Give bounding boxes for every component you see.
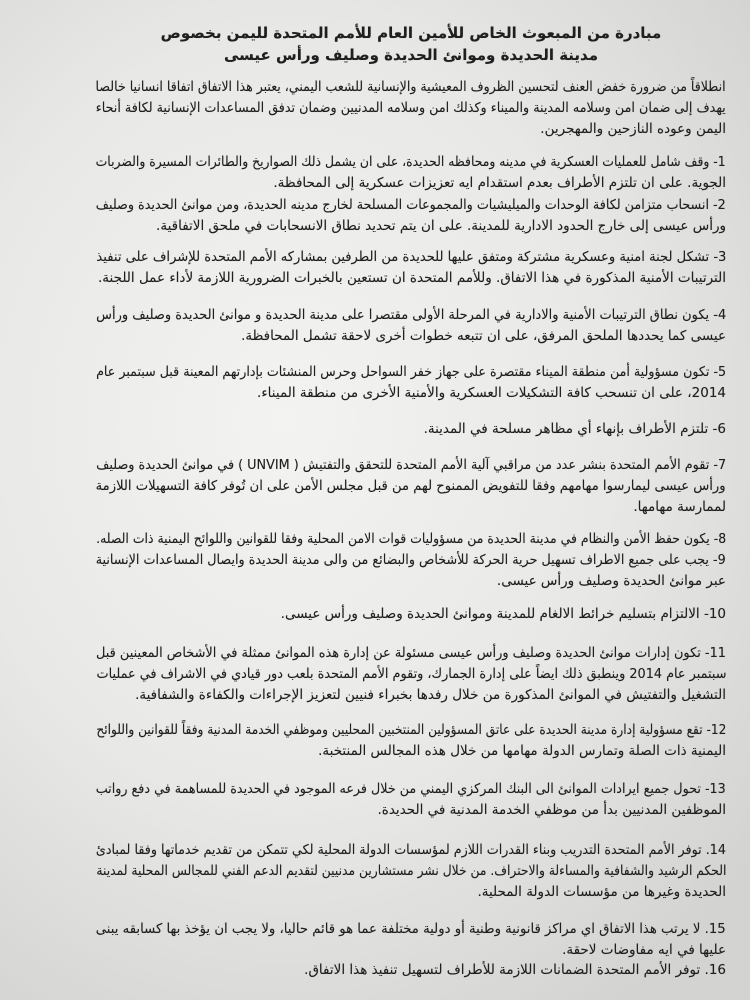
document-body <box>96 0 726 1000</box>
text-line: 1- وقف شامل للعمليات العسكرية في مدينه ومحافظه الحديدة، على ان يشمل ذلك الصواريخ والطائرات المسيرة والضربات <box>96 154 726 170</box>
clause-8 <box>96 529 726 550</box>
clause-14 <box>96 840 726 903</box>
clause-6 <box>96 419 726 440</box>
clause-13 <box>96 779 726 821</box>
text-line: 3- تشكل لجنة امنية وعسكرية مشتركة ومتفق عليها للحديدة من الطرفين بمشاركه الأمم المتحدة للإشراف على تنفيذ <box>96 249 726 265</box>
text-line: 14. توفر الأمم المتحدة التدريب وبناء القدرات اللازم لمؤسسات الدولة المحلية لكي تتمكن من تقديم خدماتها وفقا لمبادئ <box>96 842 726 858</box>
text-line: 2- انسحاب متزامن لكافة الوحدات والميليشيات والمجموعات المسلحة لخارج مدينه الحديدة، ومن موانئ الحديدة وصليف <box>96 197 726 213</box>
text-line: 16. توفر الأمم المتحدة الضمانات اللازمة للأطراف لتسهيل تنفيذ هذا الاتفاق. <box>304 962 726 978</box>
text-line: الحديدة وغيرها من مؤسسات الدولة المحلية. <box>477 884 726 900</box>
text-line: 2014، على ان تنسحب كافة التشكيلات العسكرية والأمنية الأخرى من منطقة الميناء. <box>257 385 726 401</box>
clause-4 <box>96 305 726 347</box>
text-line: 6- تلتزم الأطراف بإنهاء أي مظاهر مسلحة في المدينة. <box>423 421 726 437</box>
text-line: الترتيبات الأمنية المذكورة في هذا الاتفاق. وللأمم المتحدة ان تستعين بالخبرات الضرورية اللازمة لأداء عمل اللجنة. <box>98 270 726 286</box>
clause-3 <box>96 247 726 289</box>
text-line: 7- تقوم الأمم المتحدة بنشر عدد من مراقبي آلية الأمم المتحدة للتحقق والتفتيش ( UNVIM ) في موانئ الحديدة وصليف <box>96 457 726 473</box>
text-line: 9- يجب على جميع الاطراف تسهيل حرية الحركة للأشخاص والبضائع من والى مدينة الحديدة وايصال المساعدات الإنسانية <box>96 552 726 568</box>
text-line: عبر موانئ الحديدة وصليف ورأس عيسى. <box>496 573 726 589</box>
text-line: الموظفين المدنيين بدأ من موظفي الخدمة المدنية في الحديدة. <box>377 802 726 818</box>
intro-paragraph <box>96 77 726 140</box>
text-line: عيسى كما يحددها الملحق المرفق، على ان تتبعه خطوات أخرى لاحقة تشمل المحافظة. <box>241 328 726 344</box>
text-line: التشغيل والتفتيش في الموانئ المذكورة من خلال رفدها بخبراء فنيين لتعزيز الإجراءات والكفاءة والشفافية. <box>135 687 726 703</box>
text-line: 5- تكون مسؤولية أمن منطقة الميناء مقتصرة على جهاز خفر السواحل وحرس المنشئات بإدارتهم المعينة قبل سبتمبر عام <box>96 364 726 380</box>
text-line: 11- تكون إدارات موانئ الحديدة وصليف ورأس عيسى مسئولة عن إدارة هذه الموانئ ممثلة في الأشخاص المعينين قبل <box>96 645 726 661</box>
clause-1 <box>96 152 726 194</box>
text-line: 4- يكون نطاق الترتيبات الأمنية والادارية في المرحلة الأولى مقتصرا على مدينة الحديدة و موانئ الحديدة وصليف ورأس <box>96 307 726 323</box>
text-line: 8- يكون حفظ الأمن والنظام في مدينة الحديدة من مسؤوليات قوات الامن المحلية وفقا للقوانين واللوائح اليمنية ذات الصله. <box>96 531 726 547</box>
text-line: 10- الالتزام بتسليم خرائط الالغام للمدينة وموانئ الحديدة وصليف ورأس عيسى. <box>280 606 726 622</box>
clause-15 <box>96 919 726 961</box>
clause-10 <box>96 604 726 625</box>
text-line: 12- تقع مسؤولية إدارة مدينة الحديدة على عاتق المسؤولين المنتخبين المحليين وموظفي الخدمة المدنية وفقاً للقوانين واللوائح <box>96 722 726 738</box>
title-line: مدينة الحديدة وموانئ الحديدة وصليف ورأس عيسى <box>223 46 598 64</box>
clause-7 <box>96 455 726 518</box>
clause-12 <box>96 720 726 762</box>
text-line: 13- تحول جميع ايرادات الموانئ الى البنك المركزي اليمني من خلال فرعه الموجود في الحديدة للمساهمة في دفع رواتب <box>96 781 726 797</box>
document-title <box>96 22 726 66</box>
text-line: سبتمبر عام 2014 وينطبق ذلك ايضاً على إدارة الجمارك، وتقوم الأمم المتحدة بلعب دور قيادي في الاشراف في عمليات <box>96 666 726 682</box>
text-line: لممارسة مهامها. <box>633 499 726 515</box>
title-line: مبادرة من المبعوث الخاص للأمين العام للأمم المتحدة لليمن بخصوص <box>160 24 662 42</box>
clause-2 <box>96 195 726 237</box>
text-line: اليمن وعوده النازحين والمهجرين. <box>540 121 726 137</box>
text-line: الجوية. على ان تلتزم الأطراف بعدم استقدام ايه تعزيزات عسكرية إلى المحافظة. <box>273 175 726 191</box>
clause-11 <box>96 643 726 706</box>
text-line: اليمنية ذات الصلة وتمارس الدولة مهامها من خلال هذه المجالس المنتخبة. <box>318 743 726 759</box>
clause-9 <box>96 550 726 592</box>
text-line: يهدف إلى ضمان امن وسلامه المدينة والميناء وكذلك امن وسلامه المدنيين وضمان تدفق المساعدات الإنسانية لكافة أنحاء <box>96 100 726 116</box>
text-line: ورأس عيسى إلى خارج الحدود الادارية للمدينة. على ان يتم تحديد نطاق الانسحابات في ملحق الاتفاقية. <box>156 218 726 234</box>
clause-5 <box>96 362 726 404</box>
text-line: ورأس عيسى ليمارسوا مهامهم وفقا للتفويض الممنوح لهم من قبل مجلس الأمن على ان تُوفر كافة التسهيلات اللازمة <box>96 478 726 494</box>
text-line: الحكم الرشيد والشفافية والمساءلة والاحتراف. من خلال نشر مستشارين مدنيين لتقديم الدعم الفني للمجالس المحلية لمدينة <box>96 863 726 879</box>
text-line: انطلاقاً من ضرورة خفض العنف لتحسين الظروف المعيشية والإنسانية للشعب اليمني، يعتبر هذا الاتفاق اتفاقا انسانيا خالصا <box>96 79 726 95</box>
text-line: عليها في ايه مفاوضات لاحقة. <box>562 942 726 958</box>
clause-16 <box>96 960 726 981</box>
text-line: 15. لا يرتب هذا الاتفاق اي مراكز قانونية وطنية أو دولية مختلفة عما هو قائم حاليا، ولا يجب ان يؤخذ بها كسابقه يبنى <box>96 921 726 937</box>
